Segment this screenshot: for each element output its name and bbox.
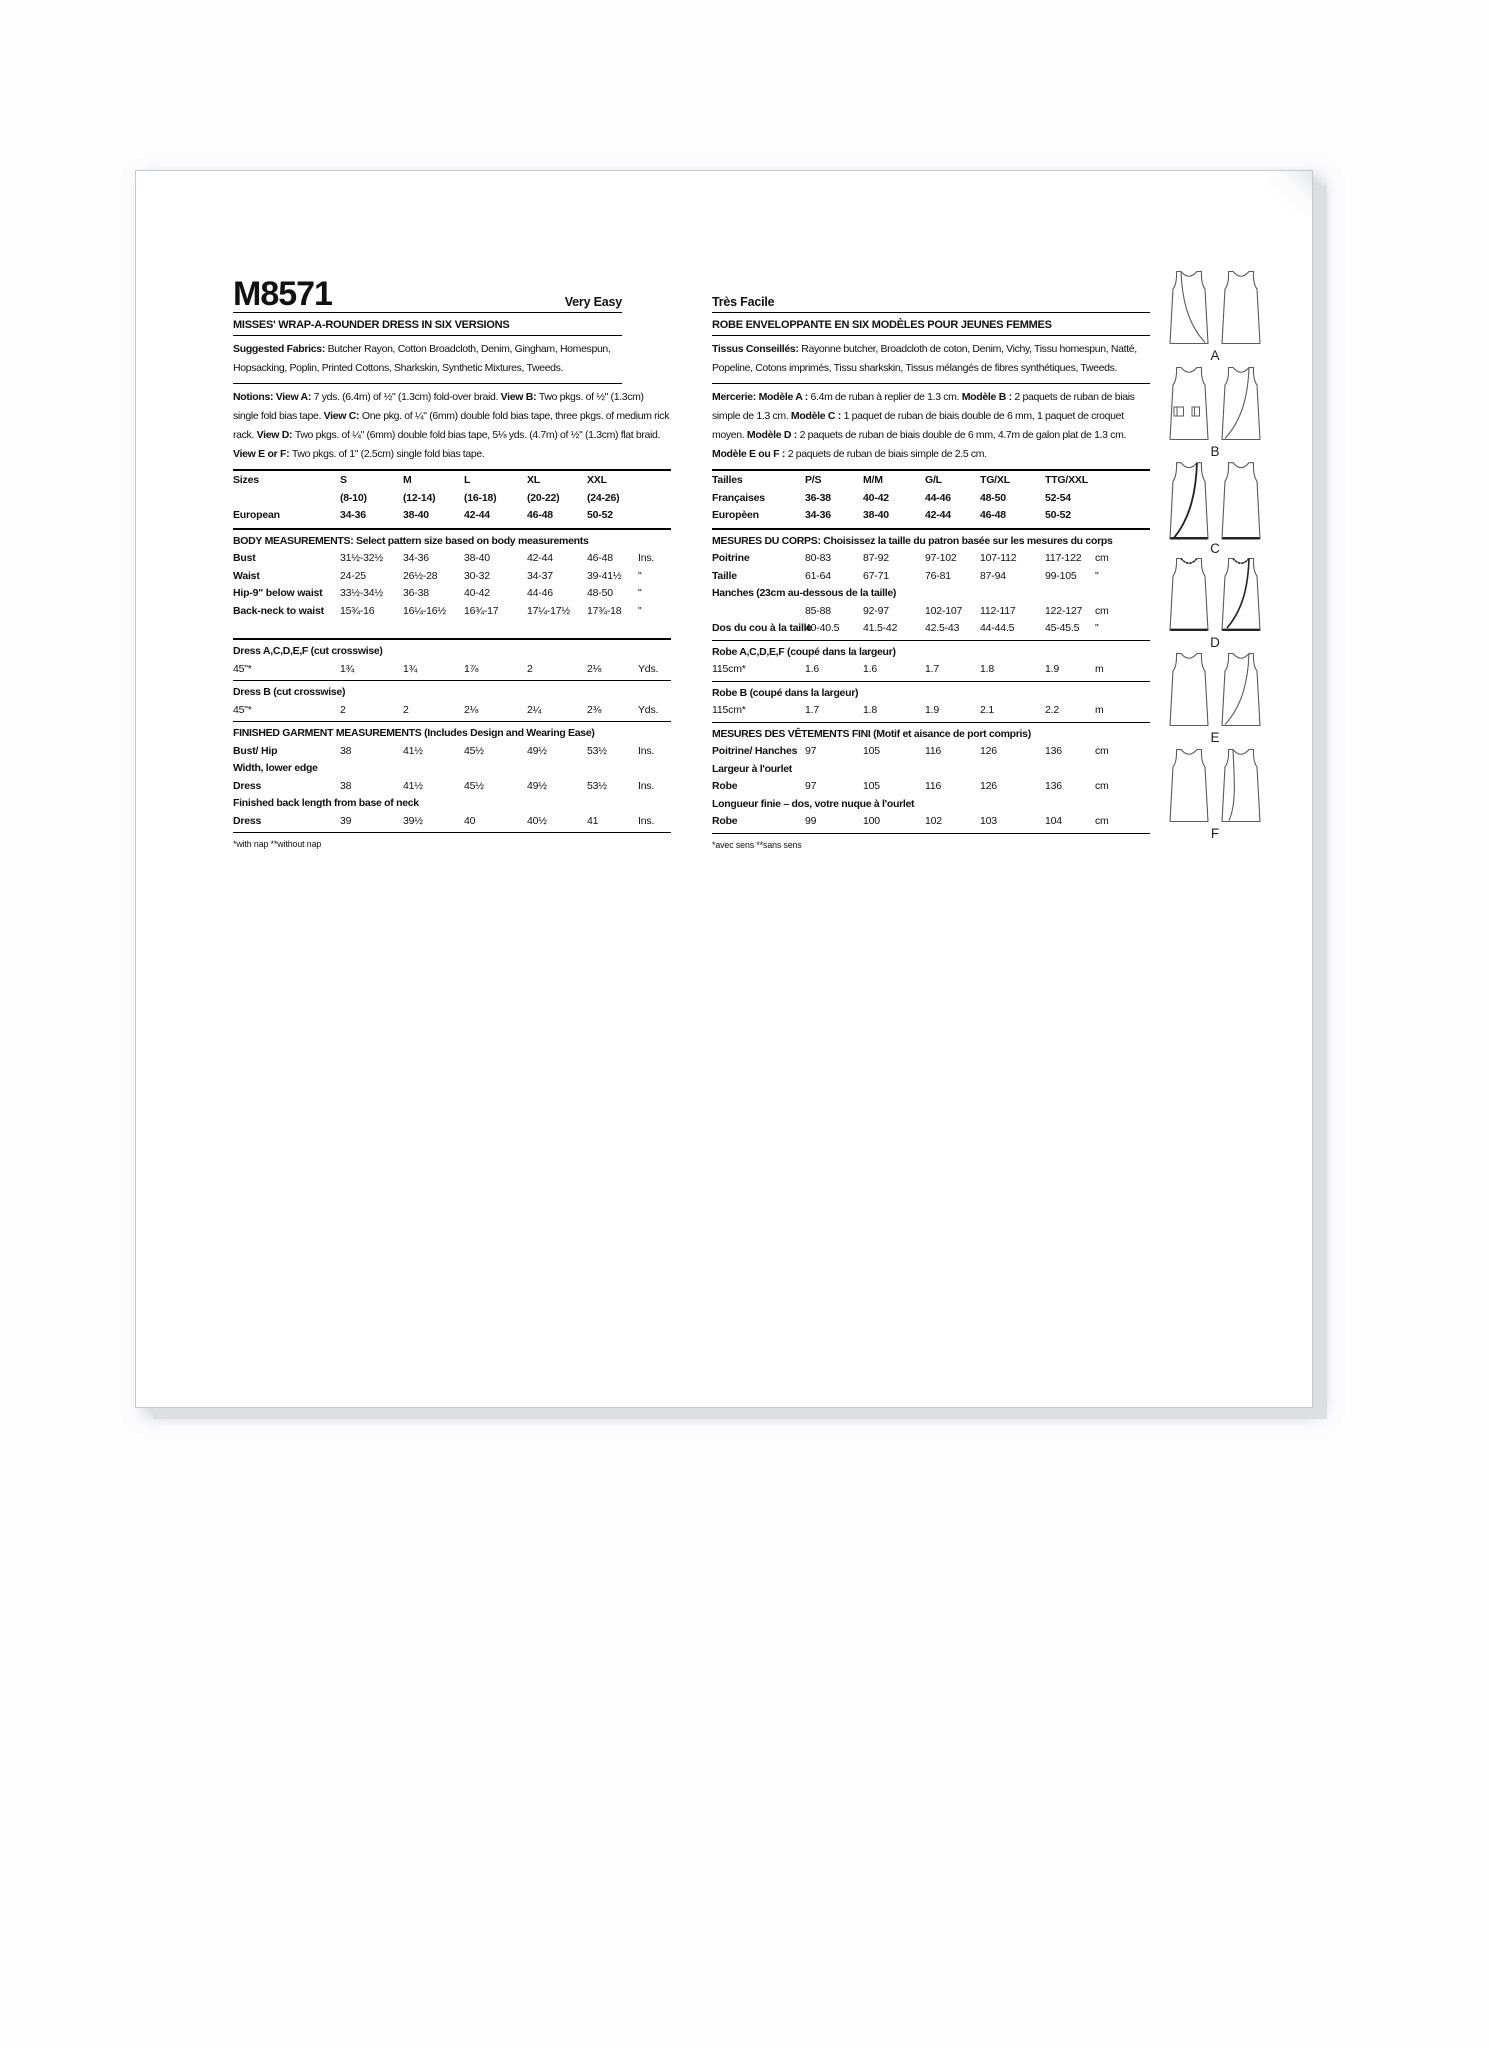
cell-value: 42-44 bbox=[527, 552, 553, 564]
cell-value: 50-52 bbox=[1045, 509, 1071, 521]
table-row bbox=[233, 550, 671, 568]
table-row bbox=[233, 472, 671, 490]
row-label: 45"* bbox=[233, 662, 252, 675]
table-subheading: BODY MEASUREMENTS: Select pattern size based on body measurements bbox=[233, 534, 589, 547]
cell-value: 44-46 bbox=[527, 587, 553, 599]
cell-value: 46-48 bbox=[527, 509, 553, 521]
cell-value: 39 bbox=[340, 814, 352, 827]
cell-value: G/L bbox=[925, 474, 942, 486]
cell-value: 116 bbox=[925, 780, 942, 792]
view-b-drawing bbox=[1167, 365, 1263, 443]
cell-value: 26½-28 bbox=[403, 569, 438, 582]
cell-value: 53½ bbox=[587, 744, 607, 757]
divider-rule bbox=[233, 721, 671, 722]
cell-value: 103 bbox=[980, 815, 997, 827]
cell-value: 99-105 bbox=[1045, 569, 1077, 582]
table-row bbox=[712, 550, 1150, 568]
unit-cell: Ins. bbox=[638, 552, 655, 564]
bold-run: Mercerie: Modèle A : bbox=[712, 391, 811, 403]
size-table-fr bbox=[712, 472, 1150, 850]
text-run: Two pkgs. of ½" (1.3cm) single fold bias tape. bbox=[233, 391, 644, 422]
cell-value: 42.5-43 bbox=[925, 622, 960, 634]
text-run: Two pkgs. of ¼" (6mm) double fold bias tape, 5⅛ yds. (4.7m) of ½" (1.3cm) flat braid. bbox=[294, 429, 661, 441]
text-run: 6.4m de ruban à replier de 1.3 cm. bbox=[810, 391, 962, 403]
cell-value: 1.9 bbox=[925, 704, 939, 716]
cell-value: 16¼-16½ bbox=[403, 604, 446, 617]
cell-value: 45½ bbox=[464, 779, 484, 792]
cell-value: 38-40 bbox=[863, 509, 889, 521]
bold-run: Tissus Conseillés: bbox=[712, 343, 802, 355]
cell-value: 42-44 bbox=[464, 509, 490, 521]
suggested-fabrics-fr bbox=[712, 336, 1150, 384]
row-label: Dress bbox=[233, 779, 262, 792]
suggested-fabrics-en bbox=[233, 336, 622, 384]
row-label: Back-neck to waist bbox=[233, 604, 324, 617]
cell-value: 39½ bbox=[403, 814, 423, 827]
cell-value: 2⅛ bbox=[587, 662, 602, 675]
bold-run: View E or F: bbox=[233, 448, 292, 460]
bold-run: Modèle C : bbox=[790, 410, 844, 422]
divider-rule bbox=[233, 638, 671, 640]
page-corner-fold bbox=[1268, 171, 1312, 215]
cell-value: 31½-32½ bbox=[340, 552, 383, 564]
cell-value: 42-44 bbox=[925, 509, 951, 521]
bold-run: View B: bbox=[500, 391, 539, 403]
cell-value: 38 bbox=[340, 744, 352, 757]
cell-value: M/M bbox=[863, 474, 883, 486]
cell-value: TG/XL bbox=[980, 474, 1010, 486]
cell-value: XXL bbox=[587, 474, 607, 486]
cell-value: (20-22) bbox=[527, 491, 560, 504]
bold-run: Suggested Fabrics: bbox=[233, 343, 328, 355]
cell-value: 99 bbox=[805, 815, 817, 827]
cell-value: 17¼-17½ bbox=[527, 604, 570, 617]
cell-value: 17¾-18 bbox=[587, 604, 622, 617]
table-subheading: Hanches (23cm au-dessous de la taille) bbox=[712, 587, 897, 599]
unit-cell: " bbox=[1095, 569, 1099, 582]
text-run: 2 paquets de ruban de biais simple de 1.3 cm. bbox=[712, 391, 1135, 422]
footnote: *with nap **without nap bbox=[233, 839, 322, 849]
masthead-french bbox=[712, 271, 1150, 313]
cell-value: 45-45.5 bbox=[1045, 622, 1080, 634]
text-run: 2 paquets de ruban de biais double de 6 mm, 4.7m de galon plat de 1.3 cm. bbox=[799, 429, 1127, 441]
bold-run: Notions: View A: bbox=[233, 391, 314, 403]
row-label: Dress bbox=[233, 814, 262, 827]
pattern-number: M8571 bbox=[233, 275, 332, 313]
garment-title-en: MISSES' WRAP-A-ROUNDER DRESS IN SIX VERSIONS bbox=[233, 313, 622, 336]
cell-value: 49½ bbox=[527, 744, 547, 757]
text-run: 1 paquet de ruban de biais double de 6 mm, 1 paquet de croquet moyen. bbox=[712, 410, 1124, 441]
row-label: Waist bbox=[233, 569, 260, 582]
cell-value: 44-46 bbox=[925, 491, 951, 504]
cell-value: 61-64 bbox=[805, 569, 831, 582]
unit-cell: Ins. bbox=[638, 744, 655, 757]
cell-value: 34-36 bbox=[805, 509, 831, 521]
row-label: Tailles bbox=[712, 474, 743, 486]
unit-cell: cm bbox=[1095, 780, 1109, 792]
cell-value: (8-10) bbox=[340, 491, 367, 504]
divider-rule bbox=[712, 640, 1150, 641]
unit-cell: " bbox=[638, 604, 642, 617]
table-row bbox=[233, 661, 671, 679]
text-run: Two pkgs. of 1" (2.5cm) single fold bias tape. bbox=[291, 448, 485, 460]
bold-run: Modèle B : bbox=[961, 391, 1015, 403]
cell-value: 80-83 bbox=[805, 552, 831, 564]
row-label: Dos du cou à la taille bbox=[712, 622, 813, 634]
table-row bbox=[712, 472, 1150, 490]
cell-value: 87-94 bbox=[980, 569, 1006, 582]
bold-run: View C: bbox=[323, 410, 362, 422]
text-run: 2 paquets de ruban de biais simple de 2.5 cm. bbox=[787, 448, 987, 460]
cell-value: 1.8 bbox=[863, 704, 877, 716]
cell-value: 41½ bbox=[403, 744, 423, 757]
cell-value: 38-40 bbox=[464, 552, 490, 564]
row-label: Europèen bbox=[712, 509, 759, 521]
table-row bbox=[233, 568, 671, 586]
cell-value: 97-102 bbox=[925, 552, 957, 564]
row-label: Bust/ Hip bbox=[233, 744, 278, 757]
view-c-artwork bbox=[1158, 460, 1272, 556]
garment-title-fr: ROBE ENVELOPPANTE EN SIX MODÈLES POUR JEUNES FEMMES bbox=[712, 313, 1150, 336]
cell-value: 2 bbox=[340, 703, 346, 716]
cell-value: 1.8 bbox=[980, 663, 994, 675]
cell-value: 36-38 bbox=[403, 587, 429, 599]
size-table-en bbox=[233, 472, 671, 849]
unit-cell: m bbox=[1095, 704, 1104, 716]
divider-rule bbox=[233, 680, 671, 681]
view-c-label: C bbox=[1210, 541, 1220, 556]
cell-value: 97 bbox=[805, 745, 817, 757]
text-run: Butcher Rayon, Cotton Broadcloth, Denim, Gingham, Homespun, Hopsacking, Poplin, Printed Cottons, Sharkskin, Synthetic Mixtures, Tweeds. bbox=[233, 343, 611, 374]
divider-rule bbox=[712, 528, 1150, 530]
table-subheading: Dress A,C,D,E,F (cut crosswise) bbox=[233, 645, 383, 657]
table-row bbox=[712, 661, 1150, 679]
table-subheading: Longueur finie – dos, votre nuque à l'ourlet bbox=[712, 797, 915, 810]
unit-cell: Ins. bbox=[638, 779, 655, 792]
cell-value: P/S bbox=[805, 474, 822, 486]
cell-value: 2⅛ bbox=[464, 703, 479, 716]
cell-value: L bbox=[464, 474, 471, 486]
cell-value: 34-36 bbox=[403, 552, 429, 564]
cell-value: M bbox=[403, 474, 412, 486]
pattern-sheet bbox=[135, 170, 1313, 1408]
cell-value: TTG/XXL bbox=[1045, 474, 1088, 486]
text-run: 7 yds. (6.4m) of ½" (1.3cm) fold-over braid. bbox=[313, 391, 501, 403]
row-label: 45"* bbox=[233, 703, 252, 716]
cell-value: 2¼ bbox=[527, 703, 542, 716]
view-a-drawing bbox=[1167, 269, 1263, 347]
row-label: Françaises bbox=[712, 491, 765, 504]
divider-rule bbox=[233, 832, 671, 833]
table-subheading: Dress B (cut crosswise) bbox=[233, 686, 346, 698]
cell-value: 1.7 bbox=[805, 704, 819, 716]
view-d-drawing bbox=[1167, 556, 1263, 634]
cell-value: 45½ bbox=[464, 744, 484, 757]
view-c-drawing bbox=[1167, 460, 1263, 540]
unit-cell: cm bbox=[1095, 552, 1109, 564]
cell-value: S bbox=[340, 474, 347, 486]
french-column bbox=[712, 271, 1150, 850]
row-label: 115cm* bbox=[712, 663, 746, 675]
row-label: Poitrine bbox=[712, 552, 750, 564]
cell-value: 48-50 bbox=[587, 587, 613, 599]
view-f-drawing bbox=[1167, 747, 1263, 825]
bold-run: Modèle D : bbox=[746, 429, 800, 441]
table-row bbox=[712, 507, 1150, 525]
table-row bbox=[233, 585, 671, 603]
cell-value: 34-36 bbox=[340, 509, 366, 521]
cell-value: 102 bbox=[925, 815, 942, 827]
unit-cell: cm bbox=[1095, 604, 1109, 617]
cell-value: 44-44.5 bbox=[980, 622, 1015, 634]
table-row bbox=[233, 603, 671, 621]
unit-cell: m bbox=[1095, 663, 1104, 675]
row-label: Poitrine/ Hanches bbox=[712, 745, 798, 757]
cell-value: 2.2 bbox=[1045, 704, 1059, 716]
cell-value: 41½ bbox=[403, 779, 423, 792]
cell-value: 41.5-42 bbox=[863, 622, 898, 634]
view-b-label: B bbox=[1210, 443, 1220, 459]
cell-value: 40-42 bbox=[863, 491, 889, 504]
table-subheading: Robe A,C,D,E,F (coupé dans la largeur) bbox=[712, 645, 896, 658]
cell-value: 46-48 bbox=[587, 552, 613, 564]
table-row bbox=[233, 702, 671, 720]
view-f-label: F bbox=[1210, 825, 1220, 841]
garment-views-rail bbox=[1158, 269, 1272, 842]
difficulty-label-fr: Très Facile bbox=[712, 295, 775, 309]
view-d-artwork bbox=[1158, 556, 1272, 652]
cell-value: 85-88 bbox=[805, 604, 831, 617]
divider-rule bbox=[233, 528, 671, 530]
table-subheading: Width, lower edge bbox=[233, 762, 318, 774]
cell-value: 48-50 bbox=[980, 491, 1006, 504]
table-row bbox=[233, 507, 671, 525]
table-row bbox=[712, 620, 1150, 638]
table-subheading: Finished back length from base of neck bbox=[233, 797, 419, 809]
cell-value: 1.6 bbox=[805, 663, 819, 675]
table-row bbox=[712, 813, 1150, 831]
table-row bbox=[233, 743, 671, 761]
table-row bbox=[712, 568, 1150, 586]
cell-value: 2⅜ bbox=[587, 703, 602, 716]
cell-value: 92-97 bbox=[863, 604, 889, 617]
cell-value: 53½ bbox=[587, 779, 607, 792]
unit-cell: cm bbox=[1095, 815, 1109, 827]
cell-value: 24-25 bbox=[340, 569, 366, 582]
row-label: Bust bbox=[233, 552, 256, 564]
cell-value: 1.9 bbox=[1045, 663, 1059, 675]
cell-value: 67-71 bbox=[863, 569, 889, 582]
cell-value: 76-81 bbox=[925, 569, 951, 582]
cell-value: 107-112 bbox=[980, 552, 1017, 564]
divider-rule bbox=[712, 681, 1150, 682]
bold-run: View D: bbox=[256, 429, 295, 441]
cell-value: 40 bbox=[464, 814, 476, 827]
unit-cell: Yds. bbox=[638, 662, 659, 675]
view-a-label: A bbox=[1210, 348, 1220, 363]
notions-fr bbox=[712, 384, 1150, 471]
cell-value: 52-54 bbox=[1045, 491, 1071, 504]
table-row bbox=[712, 603, 1150, 621]
cell-value: 34-37 bbox=[527, 569, 553, 582]
difficulty-label-en: Very Easy bbox=[564, 295, 622, 309]
cell-value: 30-32 bbox=[464, 569, 490, 582]
unit-cell: Ins. bbox=[638, 814, 655, 827]
row-label: Robe bbox=[712, 815, 738, 827]
cell-value: 38 bbox=[340, 779, 352, 792]
cell-value: 1¾ bbox=[340, 662, 355, 675]
unit-cell: " bbox=[1095, 622, 1099, 634]
cell-value: 112-117 bbox=[980, 604, 1016, 617]
cell-value: 104 bbox=[1045, 815, 1062, 827]
row-label: 115cm* bbox=[712, 704, 746, 716]
cell-value: 100 bbox=[863, 815, 880, 827]
row-label: Taille bbox=[712, 569, 737, 582]
cell-value: 40-42 bbox=[464, 587, 490, 599]
cell-value: (24-26) bbox=[587, 491, 620, 504]
cell-value: 46-48 bbox=[980, 509, 1006, 521]
row-label: Sizes bbox=[233, 474, 259, 486]
cell-value: 38-40 bbox=[403, 509, 429, 521]
cell-value: 1¾ bbox=[403, 662, 418, 675]
cell-value: 50-52 bbox=[587, 509, 613, 521]
notions-en bbox=[233, 384, 671, 471]
cell-value: 126 bbox=[980, 780, 997, 792]
divider-rule bbox=[712, 722, 1150, 723]
cell-value: 136 bbox=[1045, 745, 1062, 757]
text-run: Rayonne butcher, Broadcloth de coton, Denim, Vichy, Tissu homespun, Natté, Popeline, Cotons imprimés, Tissu sharkskin, Tissus mélangés de fibres synthétiques, Tweeds. bbox=[712, 343, 1137, 374]
cell-value: (12-14) bbox=[403, 491, 436, 504]
view-e-artwork bbox=[1158, 651, 1272, 747]
footnote: *avec sens **sans sens bbox=[712, 839, 802, 850]
row-label: Robe bbox=[712, 780, 738, 792]
cell-value: 105 bbox=[863, 745, 880, 757]
divider-rule bbox=[712, 833, 1150, 834]
unit-cell: cm bbox=[1095, 745, 1109, 757]
cell-value: 39-41½ bbox=[587, 569, 622, 582]
view-d-label: D bbox=[1210, 634, 1220, 650]
cell-value: 126 bbox=[980, 745, 997, 757]
cell-value: 2 bbox=[527, 662, 533, 675]
cell-value: 87-92 bbox=[863, 552, 889, 564]
cell-value: 40½ bbox=[527, 814, 547, 827]
table-subheading: FINISHED GARMENT MEASUREMENTS (Includes Design and Wearing Ease) bbox=[233, 727, 595, 739]
cell-value: XL bbox=[527, 474, 541, 486]
table-row bbox=[712, 743, 1150, 761]
cell-value: 49½ bbox=[527, 779, 547, 792]
table-row bbox=[233, 813, 671, 831]
english-column bbox=[233, 271, 671, 849]
table-subheading: MESURES DU CORPS: Choisissez la taille du patron basée sur les mesures du corps bbox=[712, 534, 1113, 547]
view-a-artwork bbox=[1158, 269, 1272, 365]
cell-value: 1⅞ bbox=[464, 662, 479, 675]
cell-value: 16¾-17 bbox=[464, 604, 499, 617]
cell-value: 105 bbox=[863, 780, 880, 792]
spacer bbox=[233, 620, 671, 635]
cell-value: 136 bbox=[1045, 780, 1062, 792]
cell-value: 36-38 bbox=[805, 491, 831, 504]
unit-cell: " bbox=[638, 569, 642, 582]
cell-value: 122-127 bbox=[1045, 604, 1083, 617]
cell-value: 40-40.5 bbox=[805, 622, 840, 634]
cell-value: 2 bbox=[403, 703, 409, 716]
cell-value: 15¾-16 bbox=[340, 604, 375, 617]
view-e-drawing bbox=[1167, 651, 1263, 729]
table-row bbox=[712, 702, 1150, 720]
table-subheading: MESURES DES VÊTEMENTS FINI (Motif et aisance de port compris) bbox=[712, 727, 1031, 740]
masthead-english bbox=[233, 271, 622, 313]
bold-run: Modèle E ou F : bbox=[712, 448, 788, 460]
cell-value: 102-107 bbox=[925, 604, 963, 617]
cell-value: 33½-34½ bbox=[340, 587, 383, 599]
row-label: European bbox=[233, 509, 280, 521]
cell-value: 1.6 bbox=[863, 663, 877, 675]
cell-value: 116 bbox=[925, 745, 942, 757]
cell-value: 97 bbox=[805, 780, 817, 792]
table-row bbox=[233, 778, 671, 796]
cell-value: 41 bbox=[587, 814, 599, 827]
table-row bbox=[712, 490, 1150, 508]
unit-cell: Yds. bbox=[638, 703, 659, 716]
unit-cell: " bbox=[638, 587, 642, 599]
table-subheading: Robe B (coupé dans la largeur) bbox=[712, 686, 859, 699]
table-subheading: Largeur à l'ourlet bbox=[712, 762, 792, 775]
cell-value: 2.1 bbox=[980, 704, 994, 716]
table-row bbox=[712, 778, 1150, 796]
view-e-label: E bbox=[1210, 730, 1220, 745]
text-run: One pkg. of ¼" (6mm) double fold bias tape, three pkgs. of medium rick rack. bbox=[233, 410, 670, 441]
cell-value: (16-18) bbox=[464, 491, 497, 504]
cell-value: 1.7 bbox=[925, 663, 939, 675]
row-label: Hip-9" below waist bbox=[233, 587, 323, 599]
table-row bbox=[233, 490, 671, 508]
cell-value: 117-122 bbox=[1045, 552, 1082, 564]
view-b-artwork bbox=[1158, 365, 1272, 461]
view-f-artwork bbox=[1158, 747, 1272, 843]
